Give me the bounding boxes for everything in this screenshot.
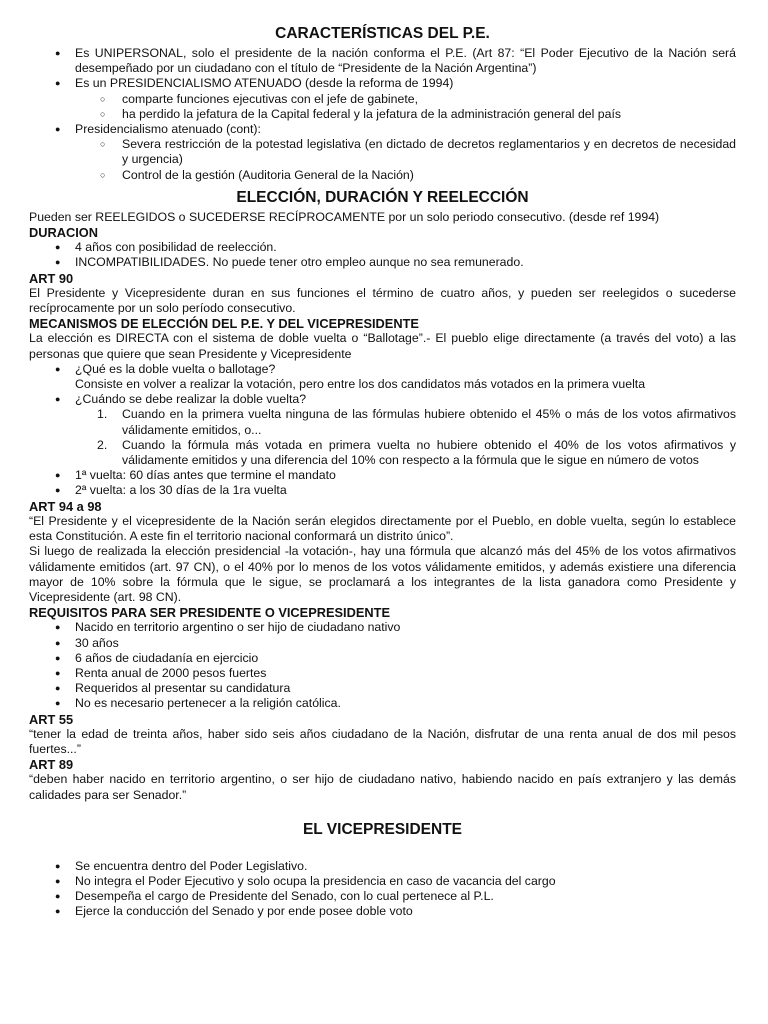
answer-doble-vuelta: Consiste en volver a realizar la votación, pero entre los dos candidatos más votados en la primera vuelta [75,377,646,392]
art-89-text: “deben haber nacido en territorio argentino, o ser hijo de ciudadano nativo, habiendo nacido en país extranjero y las demás calidades para ser Senador.” [29,772,736,802]
list-item: ● Es UNIPERSONAL, solo el presidente de la nación conforma el P.E. (Art 87: “El Poder Ejecutivo de la Nación será desempeñado por un ciudadano con el título de “Presidente de la Nación Argentina”) [29,46,736,76]
heading-duracion: DURACION [29,225,98,241]
duracion-list [29,240,736,270]
list-item [29,362,736,392]
heading-requisitos: REQUISITOS PARA SER PRESIDENTE O VICEPRESIDENTE [29,605,390,621]
section-title-caracteristicas: CARACTERÍSTICAS DEL P.E. [275,25,490,42]
list-item: ● 1ª vuelta: 60 días antes que termine el mandato [29,468,736,483]
heading-art-94-98: ART 94 a 98 [29,498,102,514]
sub-list-item: ○ ha perdido la jefatura de la Capital federal y la jefatura de la administración general del país [75,107,736,122]
list-item: ● No es necesario pertenecer a la religión católica. [29,696,736,711]
heading-art-55: ART 55 [29,711,74,727]
list-item: ● Presidencialismo atenuado (cont): ○ Severa restricción de la potestad legislativa (en dictado de decretos reglamentarios y en decretos de necesidad y urgencia) ○ Control de la gestión (Auditoria General de la Nación) [29,122,736,183]
list-item: ● Desempeña el cargo de Presidente del Senado, con lo cual pertenece al P.L. [29,889,736,904]
numbered-item: 2. Cuando la fórmula más votada en primera vuelta no hubiere obtenido el 40% de los votos afirmativos y válidamente emitidos y una diferencia del 10% con respecto a la fórmula que le sigue en número de votos [97,437,736,468]
heading-art-89: ART 89 [29,757,74,773]
list-item: ● Requeridos al presentar su candidatura [29,681,736,696]
section-title-vicepresidente: EL VICEPRESIDENTE [302,820,463,838]
list-item: ● 30 años [29,636,736,651]
item-number: 2. [97,437,108,452]
question-doble-vuelta: ● ¿Qué es la doble vuelta o ballotage? [75,361,276,376]
art-90-text: El Presidente y Vicepresidente duran en sus funciones el término de cuatro años, y pueden ser reelegidos o sucederse recíprocamente por un solo período consecutivo. [29,285,736,316]
list-item: ● INCOMPATIBILIDADES. No puede tener otro empleo aunque no sea remunerado. [29,255,736,270]
numbered-list [75,407,736,468]
heading-mecanismos: MECANISMOS DE ELECCIÓN DEL P.E. Y DEL VICEPRESIDENTE [29,316,419,332]
vicepresidente-list [29,859,736,920]
caracteristicas-list [29,46,736,183]
list-item: ● 4 años con posibilidad de reelección. [29,240,736,255]
numbered-item: 1. Cuando en la primera vuelta ninguna de las fórmulas hubiere obtenido el 45% o más de los votos afirmativos válidamente emitidos, o... [97,407,736,437]
sub-list-item: ○ comparte funciones ejecutivas con el jefe de gabinete, [75,92,736,107]
list-item: ● No integra el Poder Ejecutivo y solo ocupa la presidencia en caso de vacancia del cargo [29,874,736,889]
section-title-eleccion: ELECCIÓN, DURACIÓN Y REELECCIÓN [236,188,529,206]
eleccion-intro: Pueden ser REELEGIDOS o SUCEDERSE RECÍPROCAMENTE por un solo periodo consecutivo. (desde ref 1994) [29,209,660,224]
list-item: ● Es un PRESIDENCIALISMO ATENUADO (desde la reforma de 1994) ○ comparte funciones ejecutivas con el jefe de gabinete, ○ ha perdido la jefatura de la Capital federal y la jefatura de la administración general del país [29,76,736,122]
list-item: ● Nacido en territorio argentino o ser hijo de ciudadano nativo [29,620,736,635]
list-item: ● 2ª vuelta: a los 30 días de la 1ra vuelta [29,483,736,498]
requisitos-list [29,620,736,711]
art-94-explanation: Si luego de realizada la elección presidencial -la votación-, hay una fórmula que alcanzó más del 45% de los votos afirmativos válidamente emitidos (art. 97 CN), o el 40% por lo menos de los votos válidamente emitidos, y además existiere una diferencia mayor de 10% sobre la fórmula que le sigue, se proclamará a los integrantes de la lista ganadora como Presidente y Vicepresidente (art. 98 CN). [29,544,736,604]
list-item [29,392,736,468]
mecanismos-text: La elección es DIRECTA con el sistema de doble vuelta o “Ballotage”.- El pueblo elige directamente (a través del voto) a las personas que quiere que sean Presidente y Vicepresidente [29,331,736,361]
sub-list [75,137,736,183]
item-number: 1. [97,407,108,422]
sub-list [75,92,736,122]
list-item: ● 6 años de ciudadanía en ejercicio [29,651,736,666]
sub-list-item: ○ Severa restricción de la potestad legislativa (en dictado de decretos reglamentarios y en decretos de necesidad y urgencia) [75,137,736,167]
heading-art-90: ART 90 [29,270,74,286]
list-item: ● Ejerce la conducción del Senado y por ende posee doble voto [29,904,736,919]
art-55-text: “tener la edad de treinta años, haber sido seis años ciudadano de la Nación, disfrutar de una renta anual de dos mil pesos fuertes...” [29,726,736,756]
list-item: ● Renta anual de 2000 pesos fuertes [29,666,736,681]
sub-list-item: ○ Control de la gestión (Auditoria General de la Nación) [75,168,736,183]
list-item: ● Se encuentra dentro del Poder Legislativo. [29,859,736,874]
art-94-quote: “El Presidente y el vicepresidente de la Nación serán elegidos directamente por el Pueblo, en doble vuelta, según lo establece esta Constitución. A este fin el territorio nacional conformará un distrito único”. [29,513,736,544]
mecanismos-list [29,362,736,499]
question-cuando: ● ¿Cuándo se debe realizar la doble vuelta? [75,392,307,407]
